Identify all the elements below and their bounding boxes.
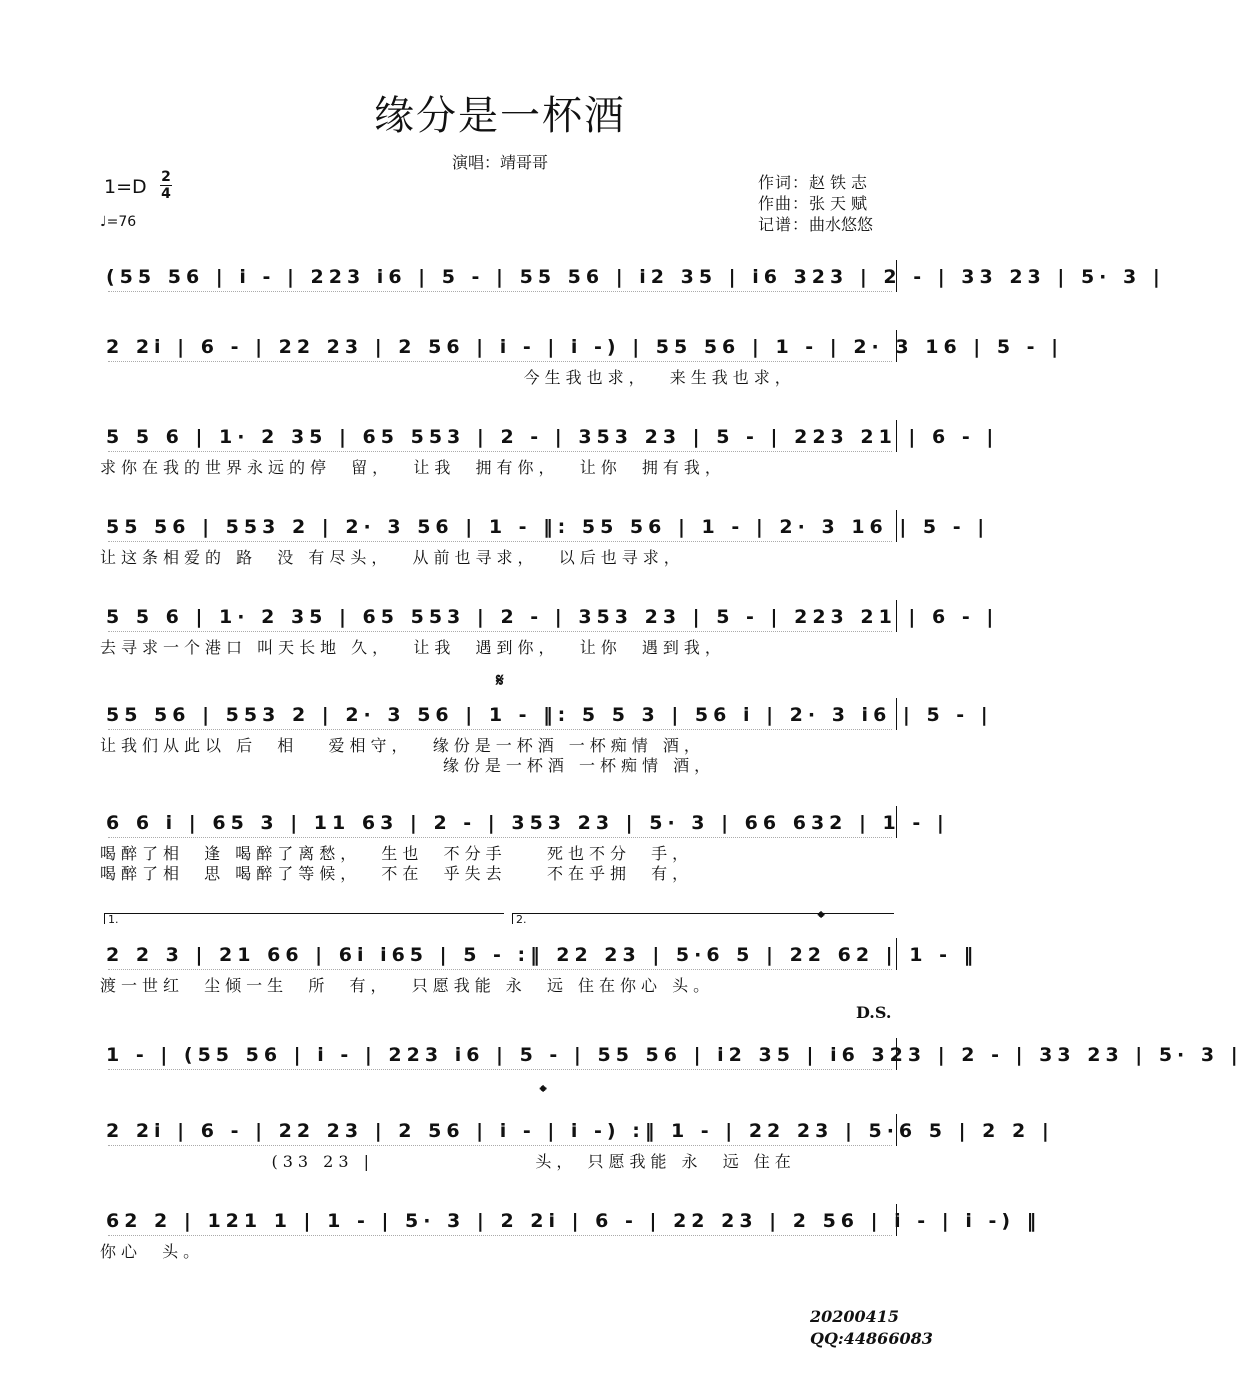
- dal-segno-mark: D.S.: [856, 1003, 892, 1022]
- time-signature: [160, 170, 172, 201]
- tempo-marking: ♩=76: [100, 214, 137, 230]
- segno-sign: 𝄋: [496, 670, 504, 691]
- key-signature: 1=D: [104, 176, 147, 198]
- staff-notes: 2 2 3 | 21 66 | 6i i65 | 5 - :‖ 22 23 | 5·6 5 | 22 62 | 1 - ‖: [106, 944, 979, 966]
- end-barline: [896, 1038, 897, 1070]
- lyric-line: 去寻求一个港口 叫天长地 久， 让我 遇到你， 让你 遇到我，: [100, 638, 726, 657]
- end-barline: [896, 510, 897, 542]
- lyricist-credit: 作词：赵铁志: [758, 173, 873, 192]
- beam-guide: [108, 1069, 892, 1070]
- end-barline: [896, 600, 897, 632]
- footer-info: [810, 1306, 933, 1350]
- lyric-line: (33 23 | 头， 只愿我能 永 远 住在: [100, 1152, 796, 1171]
- time-signature-bottom: 4: [161, 186, 171, 202]
- beam-guide: [108, 451, 892, 452]
- staff-notes: 62 2 | 121 1 | 1 - | 5· 3 | 2 2i | 6 - | 22 23 | 2 56 | i - | i -) ‖: [106, 1210, 1042, 1232]
- lyricist-name: 赵铁志: [809, 173, 873, 192]
- staff-line: [100, 332, 1064, 362]
- staff-line: [100, 422, 999, 452]
- singer-credit: 演唱：靖哥哥: [451, 153, 548, 172]
- end-barline: [896, 1114, 897, 1146]
- staff-notes: (55 56 | i - | 223 i6 | 5 - | 55 56 | i2 35 | i6 323 | 2 - | 33 23 | 5· 3 |: [106, 266, 1165, 288]
- time-signature-top: 2: [161, 169, 171, 185]
- staff-notes: 1 - | (55 56 | i - | 223 i6 | 5 - | 55 56 | i2 35 | i6 323 | 2 - | 33 23 | 5· 3 |: [106, 1044, 1243, 1066]
- transcriber-name: 曲水悠悠: [809, 215, 874, 234]
- footer-date: 20200415: [810, 1307, 900, 1326]
- staff-line: [100, 1116, 1054, 1146]
- staff-notes: 5 5 6 | 1· 2 35 | 65 553 | 2 - | 353 23 | 5 - | 223 21 | 6 - |: [106, 606, 999, 628]
- song-title: 缘分是一杯酒: [374, 93, 626, 139]
- volta-bracket-2: 2.: [512, 913, 894, 924]
- staff-line: [100, 1040, 1243, 1070]
- staff-line: [100, 1206, 1042, 1236]
- end-barline: [896, 806, 897, 838]
- beam-guide: [108, 291, 892, 292]
- staff-line: [100, 700, 993, 730]
- credits-block: [758, 172, 873, 235]
- staff-line: [100, 512, 990, 542]
- lyric-line: 求你在我的世界永远的停 留， 让我 拥有你， 让你 拥有我，: [100, 458, 726, 477]
- lyric-line: 喝醉了相 逢 喝醉了离愁， 生也 不分手 死也不分 手，: [100, 844, 694, 863]
- lyric-line: 渡一世红 尘倾一生 所 有， 只愿我能 永 远 住在你心 头。: [100, 976, 715, 995]
- staff-line: [100, 940, 979, 970]
- coda-sign: 𝄌: [818, 908, 825, 929]
- staff-notes: 2 2i | 6 - | 22 23 | 2 56 | i - | i -) | 55 56 | 1 - | 2· 3 16 | 5 - |: [106, 336, 1064, 358]
- coda-sign-2: 𝄌: [540, 1082, 547, 1103]
- lyric-line: 你心 头。: [100, 1242, 205, 1261]
- end-barline: [896, 330, 897, 362]
- end-barline: [896, 260, 897, 292]
- end-barline: [896, 698, 897, 730]
- beam-guide: [108, 361, 892, 362]
- transcriber-credit: 记谱：曲水悠悠: [758, 215, 874, 234]
- beam-guide: [108, 969, 892, 970]
- end-barline: [896, 420, 897, 452]
- beam-guide: [108, 837, 892, 838]
- beam-guide: [108, 1145, 892, 1146]
- staff-notes: 6 6 i | 65 3 | 11 63 | 2 - | 353 23 | 5· 3 | 66 632 | 1 - |: [106, 812, 949, 834]
- staff-line: [100, 808, 949, 838]
- staff-line: [100, 602, 999, 632]
- composer-name: 张天赋: [809, 194, 873, 213]
- beam-guide: [108, 541, 892, 542]
- footer-qq: QQ:44866083: [810, 1329, 933, 1348]
- beam-guide: [108, 1235, 892, 1236]
- staff-notes: 5 5 6 | 1· 2 35 | 65 553 | 2 - | 353 23 | 5 - | 223 21 | 6 - |: [106, 426, 999, 448]
- beam-guide: [108, 729, 892, 730]
- composer-credit: 作曲：张天赋: [758, 194, 873, 213]
- staff-line: [100, 262, 1165, 292]
- staff-notes: 55 56 | 553 2 | 2· 3 56 | 1 - ‖: 5 5 3 | 56 i | 2· 3 i6 | 5 - |: [106, 704, 993, 726]
- beam-guide: [108, 631, 892, 632]
- lyric-line: 缘份是一杯酒 一杯痴情 酒，: [100, 756, 716, 775]
- staff-notes: 55 56 | 553 2 | 2· 3 56 | 1 - ‖: 55 56 | 1 - | 2· 3 16 | 5 - |: [106, 516, 990, 538]
- staff-notes: 2 2i | 6 - | 22 23 | 2 56 | i - | i -) :‖ 1 - | 22 23 | 5·6 5 | 2 2 |: [106, 1120, 1054, 1142]
- end-barline: [896, 938, 897, 970]
- end-barline: [896, 1204, 897, 1236]
- lyric-line: 今生我也求， 来生我也求，: [100, 368, 796, 387]
- volta-bracket-1: 1.: [104, 913, 504, 924]
- lyric-line: 让这条相爱的 路 没 有尽头， 从前也寻求， 以后也寻求，: [100, 548, 685, 567]
- lyric-line: 喝醉了相 思 喝醉了等候， 不在 乎失去 不在乎拥 有，: [100, 864, 694, 883]
- lyric-line: 让我们从此以 后 相 爱相守， 缘份是一杯酒 一杯痴情 酒，: [100, 736, 705, 755]
